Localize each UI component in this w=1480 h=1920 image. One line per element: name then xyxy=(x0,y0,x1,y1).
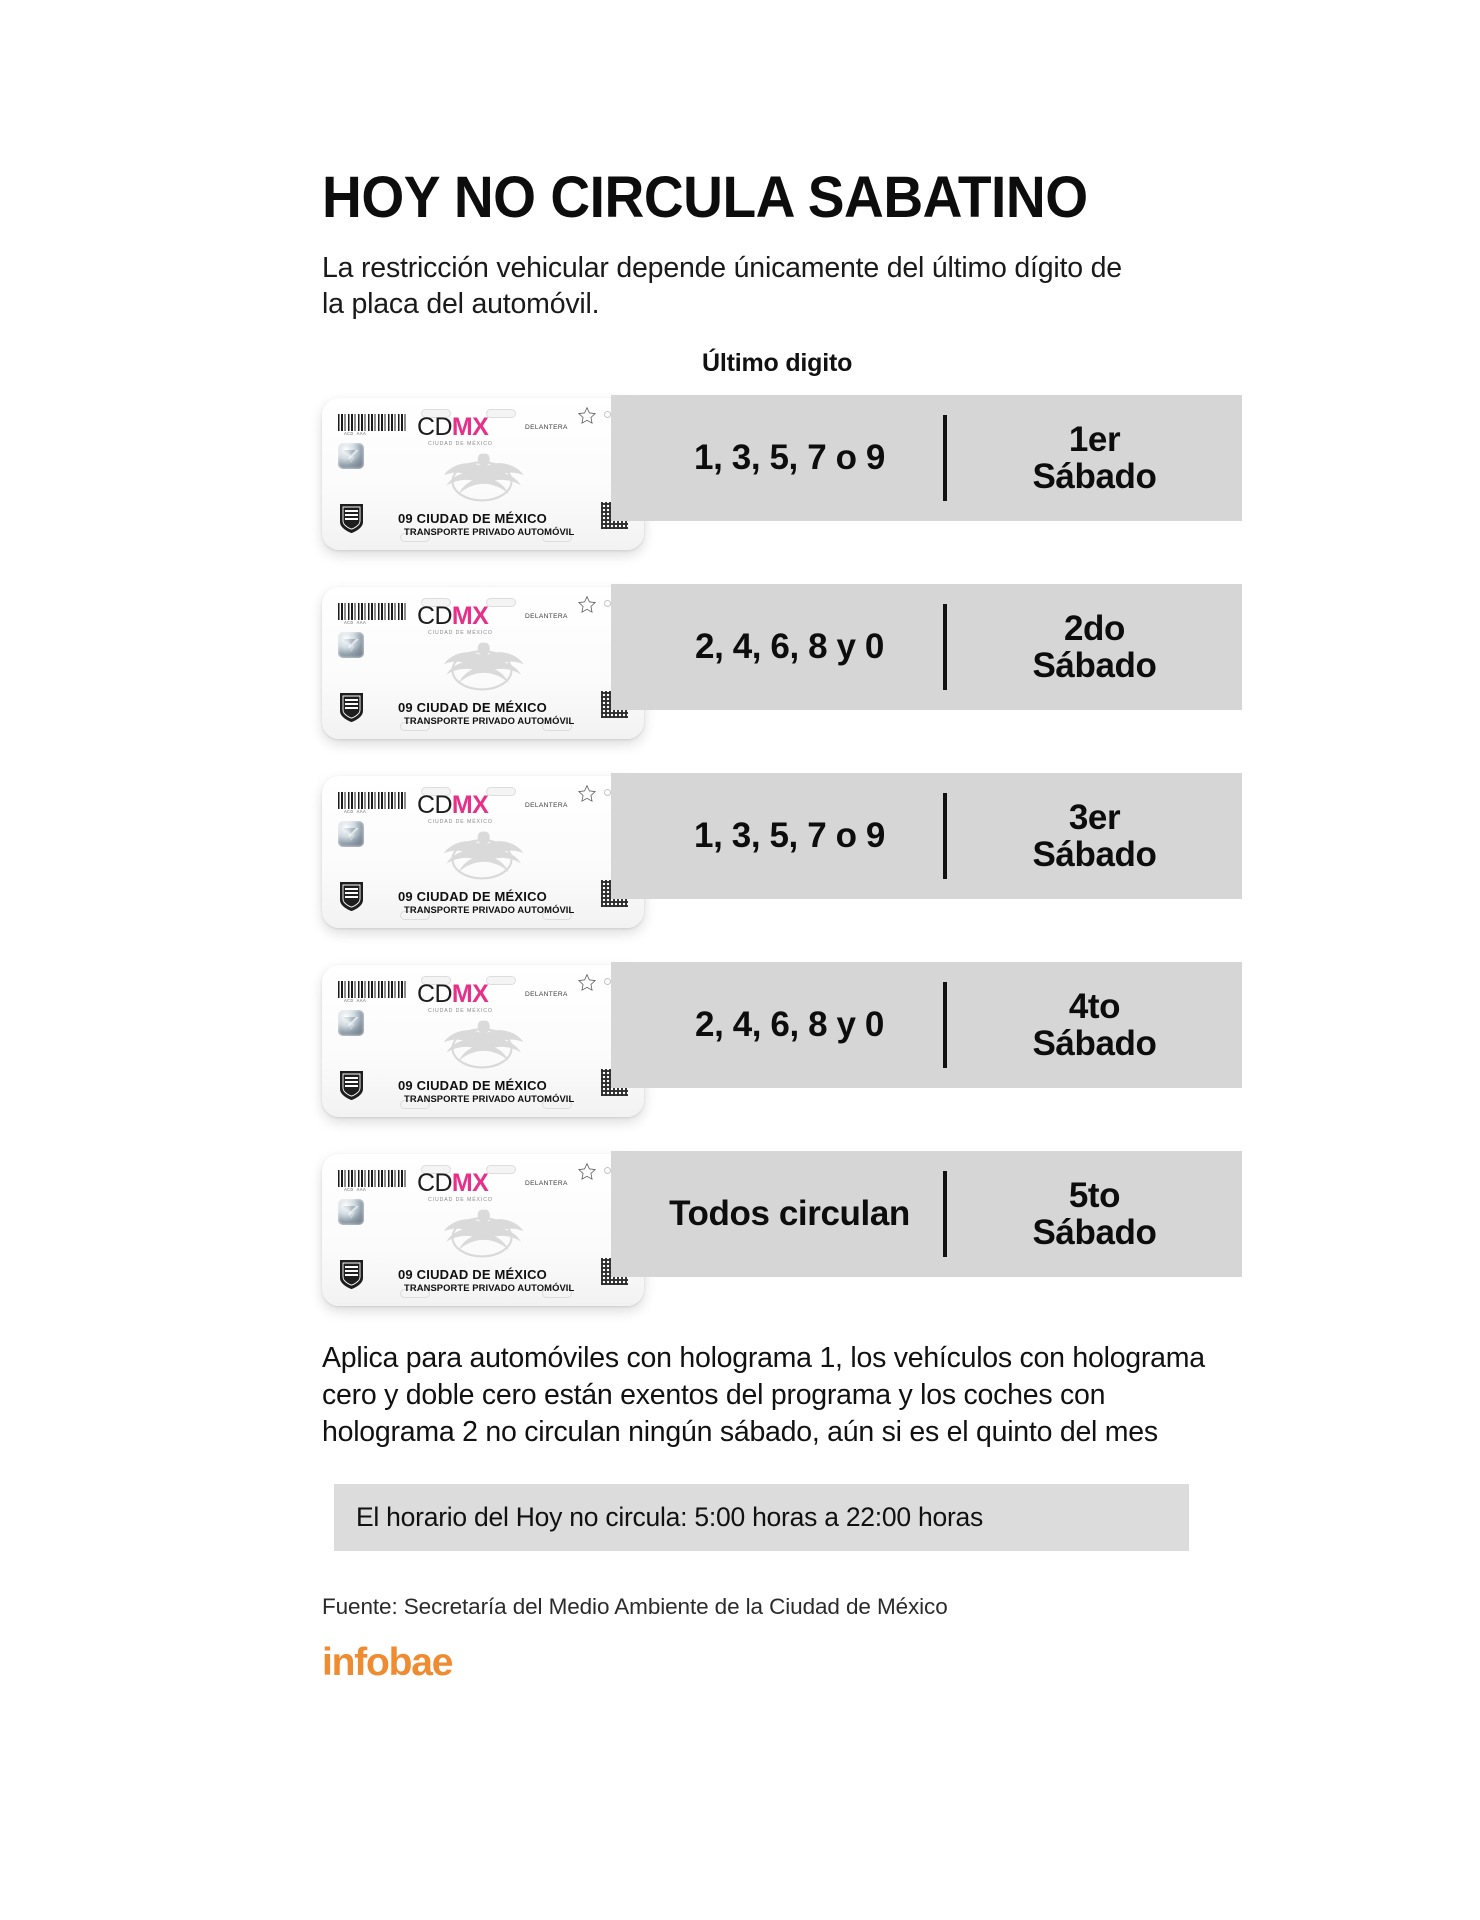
license-plate-image xyxy=(322,776,644,928)
source-line: Fuente: Secretaría del Medio Ambiente de la Ciudad de México xyxy=(322,1594,948,1620)
plate-slot-icon xyxy=(486,598,516,607)
license-plate-image xyxy=(322,587,644,739)
page-title: HOY NO CIRCULA SABATINO xyxy=(322,165,1088,230)
star-sticker-icon xyxy=(577,406,597,426)
plate-front-label: DELANTERA xyxy=(525,423,568,431)
plate-type-line: TRANSPORTE PRIVADO AUTOMÓVIL xyxy=(404,1281,575,1293)
cdmx-cd-text: CD xyxy=(417,1168,452,1197)
plate-city-line: 09 CIUDAD DE MÉXICO xyxy=(398,1266,547,1282)
cdmx-logo-subtitle: CIUDAD DE MÉXICO xyxy=(428,1007,493,1014)
cdmx-logo-subtitle: CIUDAD DE MÉXICO xyxy=(428,1196,493,1203)
license-plate-image xyxy=(322,398,644,550)
eagle-emblem-icon xyxy=(430,1012,534,1076)
row-saturday xyxy=(947,610,1242,685)
cdmx-mx-text: MX xyxy=(451,412,489,441)
barcode-number: ACD AAA xyxy=(344,1187,367,1193)
city-shield-icon xyxy=(338,502,365,535)
plate-front-label: DELANTERA xyxy=(525,612,568,620)
cdmx-logo xyxy=(417,1168,489,1197)
column-header-ultimo-digito: Último digito xyxy=(702,348,853,377)
row-saturday-word: Sábado xyxy=(1032,456,1157,496)
plate-ring-icon xyxy=(604,600,611,607)
row-saturday-ordinal: 2do xyxy=(1063,608,1126,648)
eagle-emblem-icon xyxy=(430,823,534,887)
cdmx-logo xyxy=(417,979,489,1008)
cdmx-logo xyxy=(417,412,489,441)
barcode-icon xyxy=(338,414,406,431)
row-saturday-word: Sábado xyxy=(1032,1023,1157,1063)
row-saturday xyxy=(947,799,1242,874)
plate-slot-icon xyxy=(486,787,516,796)
city-shield-icon xyxy=(338,1258,365,1291)
plate-city-line: 09 CIUDAD DE MÉXICO xyxy=(398,510,547,526)
row-saturday-word: Sábado xyxy=(1032,645,1157,685)
row-saturday xyxy=(947,421,1242,496)
hologram-icon xyxy=(338,632,364,658)
star-sticker-icon xyxy=(577,595,597,615)
row-band xyxy=(611,773,1242,899)
license-plate-image xyxy=(322,965,644,1117)
row-digits: 1, 3, 5, 7 o 9 xyxy=(694,815,885,855)
barcode-number: ACD AAA xyxy=(344,998,367,1004)
hologram-note: Aplica para automóviles con holograma 1, los vehículos con holograma cero y doble cero están exentos del programa y los coches con holograma 2 no circulan ningún sábado, aún si es el quinto del mes xyxy=(322,1341,1205,1449)
barcode-icon xyxy=(338,981,406,998)
plate-ring-icon xyxy=(604,1167,611,1174)
row-saturday-ordinal: 3er xyxy=(1068,797,1121,837)
plate-city-line: 09 CIUDAD DE MÉXICO xyxy=(398,699,547,715)
hologram-icon xyxy=(338,1010,364,1036)
row-digits: 1, 3, 5, 7 o 9 xyxy=(694,437,885,477)
plate-city-line: 09 CIUDAD DE MÉXICO xyxy=(398,1077,547,1093)
cdmx-logo-subtitle: CIUDAD DE MÉXICO xyxy=(428,818,493,825)
barcode-icon xyxy=(338,1170,406,1187)
plate-ring-icon xyxy=(604,411,611,418)
table-row xyxy=(322,395,1222,553)
plate-type-line: TRANSPORTE PRIVADO AUTOMÓVIL xyxy=(404,1092,575,1104)
column-header-row xyxy=(322,349,1222,393)
plate-ring-icon xyxy=(604,789,611,796)
row-band xyxy=(611,1151,1242,1277)
cdmx-cd-text: CD xyxy=(417,979,452,1008)
cdmx-logo xyxy=(417,601,489,630)
license-plate-image xyxy=(322,1154,644,1306)
eagle-emblem-icon xyxy=(430,634,534,698)
plate-city-line: 09 CIUDAD DE MÉXICO xyxy=(398,888,547,904)
row-band xyxy=(611,584,1242,710)
star-sticker-icon xyxy=(577,973,597,993)
barcode-number: ACD AAA xyxy=(344,809,367,815)
cdmx-mx-text: MX xyxy=(451,790,489,819)
cdmx-cd-text: CD xyxy=(417,790,452,819)
plate-type-line: TRANSPORTE PRIVADO AUTOMÓVIL xyxy=(404,903,575,915)
cdmx-logo xyxy=(417,790,489,819)
plate-ring-icon xyxy=(604,978,611,985)
cdmx-logo-subtitle: CIUDAD DE MÉXICO xyxy=(428,440,493,447)
plate-type-line: TRANSPORTE PRIVADO AUTOMÓVIL xyxy=(404,714,575,726)
row-saturday-word: Sábado xyxy=(1032,1212,1157,1252)
hologram-icon xyxy=(338,821,364,847)
row-digits: Todos circulan xyxy=(669,1193,910,1233)
barcode-icon xyxy=(338,792,406,809)
row-saturday xyxy=(947,988,1242,1063)
cdmx-logo-subtitle: CIUDAD DE MÉXICO xyxy=(428,629,493,636)
row-digits: 2, 4, 6, 8 y 0 xyxy=(695,1004,884,1044)
plate-front-label: DELANTERA xyxy=(525,1179,568,1187)
city-shield-icon xyxy=(338,691,365,724)
page-subtitle: La restricción vehicular depende únicamente del último dígito de la placa del automóvil. xyxy=(322,252,1122,321)
plate-slot-icon xyxy=(486,1165,516,1174)
city-shield-icon xyxy=(338,880,365,913)
eagle-emblem-icon xyxy=(430,445,534,509)
table-row xyxy=(322,773,1222,931)
schedule-banner xyxy=(334,1484,1189,1551)
infobae-logo: infobae xyxy=(322,1641,453,1685)
row-saturday-ordinal: 5to xyxy=(1068,1175,1121,1215)
schedule-text: El horario del Hoy no circula: 5:00 horas a 22:00 horas xyxy=(356,1502,984,1533)
barcode-icon xyxy=(338,603,406,620)
row-saturday-ordinal: 1er xyxy=(1068,419,1121,459)
row-saturday xyxy=(947,1177,1242,1252)
table-row xyxy=(322,1151,1222,1309)
cdmx-cd-text: CD xyxy=(417,412,452,441)
cdmx-mx-text: MX xyxy=(451,1168,489,1197)
hologram-icon xyxy=(338,443,364,469)
cdmx-mx-text: MX xyxy=(451,979,489,1008)
plate-type-line: TRANSPORTE PRIVADO AUTOMÓVIL xyxy=(404,525,575,537)
city-shield-icon xyxy=(338,1069,365,1102)
cdmx-cd-text: CD xyxy=(417,601,452,630)
plate-slot-icon xyxy=(486,976,516,985)
table-row xyxy=(322,962,1222,1120)
hologram-icon xyxy=(338,1199,364,1225)
row-digits: 2, 4, 6, 8 y 0 xyxy=(695,626,884,666)
restriction-table xyxy=(322,395,1222,1309)
table-row xyxy=(322,584,1222,742)
plate-front-label: DELANTERA xyxy=(525,801,568,809)
row-saturday-word: Sábado xyxy=(1032,834,1157,874)
plate-front-label: DELANTERA xyxy=(525,990,568,998)
barcode-number: ACD AAA xyxy=(344,431,367,437)
star-sticker-icon xyxy=(577,1162,597,1182)
row-band xyxy=(611,395,1242,521)
row-saturday-ordinal: 4to xyxy=(1068,986,1121,1026)
row-band xyxy=(611,962,1242,1088)
cdmx-mx-text: MX xyxy=(451,601,489,630)
star-sticker-icon xyxy=(577,784,597,804)
eagle-emblem-icon xyxy=(430,1201,534,1265)
barcode-number: ACD AAA xyxy=(344,620,367,626)
plate-slot-icon xyxy=(486,409,516,418)
content-container xyxy=(322,165,1222,1685)
